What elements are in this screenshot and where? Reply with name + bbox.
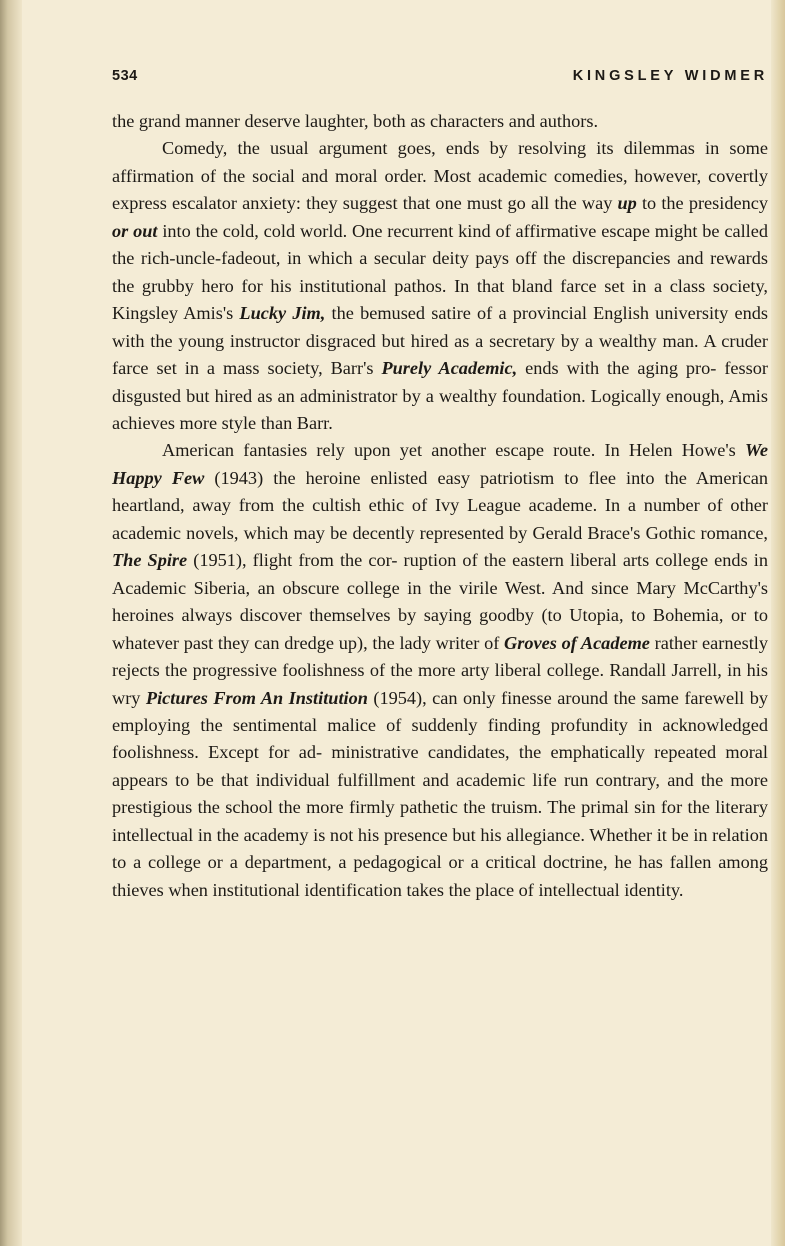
italic-title: We Happy Few bbox=[112, 440, 768, 488]
italic-title: or out bbox=[112, 220, 158, 241]
italic-title: The Spire bbox=[112, 550, 188, 571]
italic-title: Purely Academic, bbox=[381, 358, 518, 379]
page-number: 534 bbox=[112, 68, 138, 84]
page-edge bbox=[771, 0, 785, 1246]
italic-title: Lucky Jim, bbox=[239, 303, 326, 324]
text-run: the bemused satire of a provincial English university ends with the young instructor disgraced but hired as a secretary by a wealthy man. A cruder farce set in a mass society, Barr's bbox=[112, 303, 768, 379]
text-run: (1954), can only finesse around the same farewell by employing the sentimental malice of suddenly finding profundity in acknowledged foolishness. Except for ad- ministrative candidates, the emphatically repeated moral appears to be that individual fulfillment and academic life run contrary, and the more prestigious the school the more firmly pathetic the truism. The primal sin for the literary intellectual in the academy is not his presence but his allegiance. Whether it be in relation to a college or a department, a pedagogical or a critical doctrine, he has fallen among thieves when institutional identification takes the place of intellectual identity. bbox=[112, 687, 768, 900]
body-text bbox=[112, 108, 768, 904]
text-run: American fantasies rely upon yet another escape route. In Helen Howe's bbox=[162, 440, 745, 461]
paragraph bbox=[112, 135, 768, 437]
text-run: into the cold, cold world. One recurrent kind of affirmative escape might be called the rich-uncle-fadeout, in which a secular deity pays off the discrepancies and rewards the grubby hero for his institutional pathos. In that bland farce set in a class society, Kingsley Amis's bbox=[112, 220, 768, 324]
text-run: the grand manner deserve laughter, both as characters and authors. bbox=[112, 111, 599, 131]
italic-title: Groves of Academe bbox=[504, 632, 650, 653]
italic-title: Pictures From An Institution bbox=[145, 687, 368, 708]
italic-title: up bbox=[617, 193, 637, 214]
text-run: (1951), flight from the cor- ruption of the eastern liberal arts college ends in Academic Siberia, an obscure college in the virile West. And since Mary McCarthy's heroines always discover themselves by saying goodby (to Utopia, to Bohemia, or to whatever past they can dredge up), the lady writer of bbox=[112, 550, 768, 653]
paragraph bbox=[112, 108, 768, 135]
page-header bbox=[112, 64, 768, 90]
paragraph bbox=[112, 437, 768, 904]
text-run: rather earnestly rejects the progressive foolishness of the more arty liberal college. Randall Jarrell, in his wry bbox=[112, 632, 769, 708]
text-run: (1943) the heroine enlisted easy patriotism to flee into the American heartland, away from the cultish ethic of Ivy League academe. In a number of other academic novels, which may be decently represented by Gerald Brace's Gothic romance, bbox=[112, 467, 769, 543]
text-run: ends with the aging pro- fessor disgusted but hired as an administrator by a wealthy foundation. Logically enough, Amis achieves more style than Barr. bbox=[112, 358, 768, 433]
text-run: to the presidency bbox=[636, 193, 769, 214]
spine-shadow bbox=[0, 0, 22, 1246]
text-run: Comedy, the usual argument goes, ends by resolving its dilemmas in some affirmation of the social and moral order. Most academic comedies, however, covertly express escalator anxiety: they suggest that one must go all the way bbox=[112, 138, 768, 214]
running-head: KINGSLEY WIDMER bbox=[572, 68, 768, 84]
